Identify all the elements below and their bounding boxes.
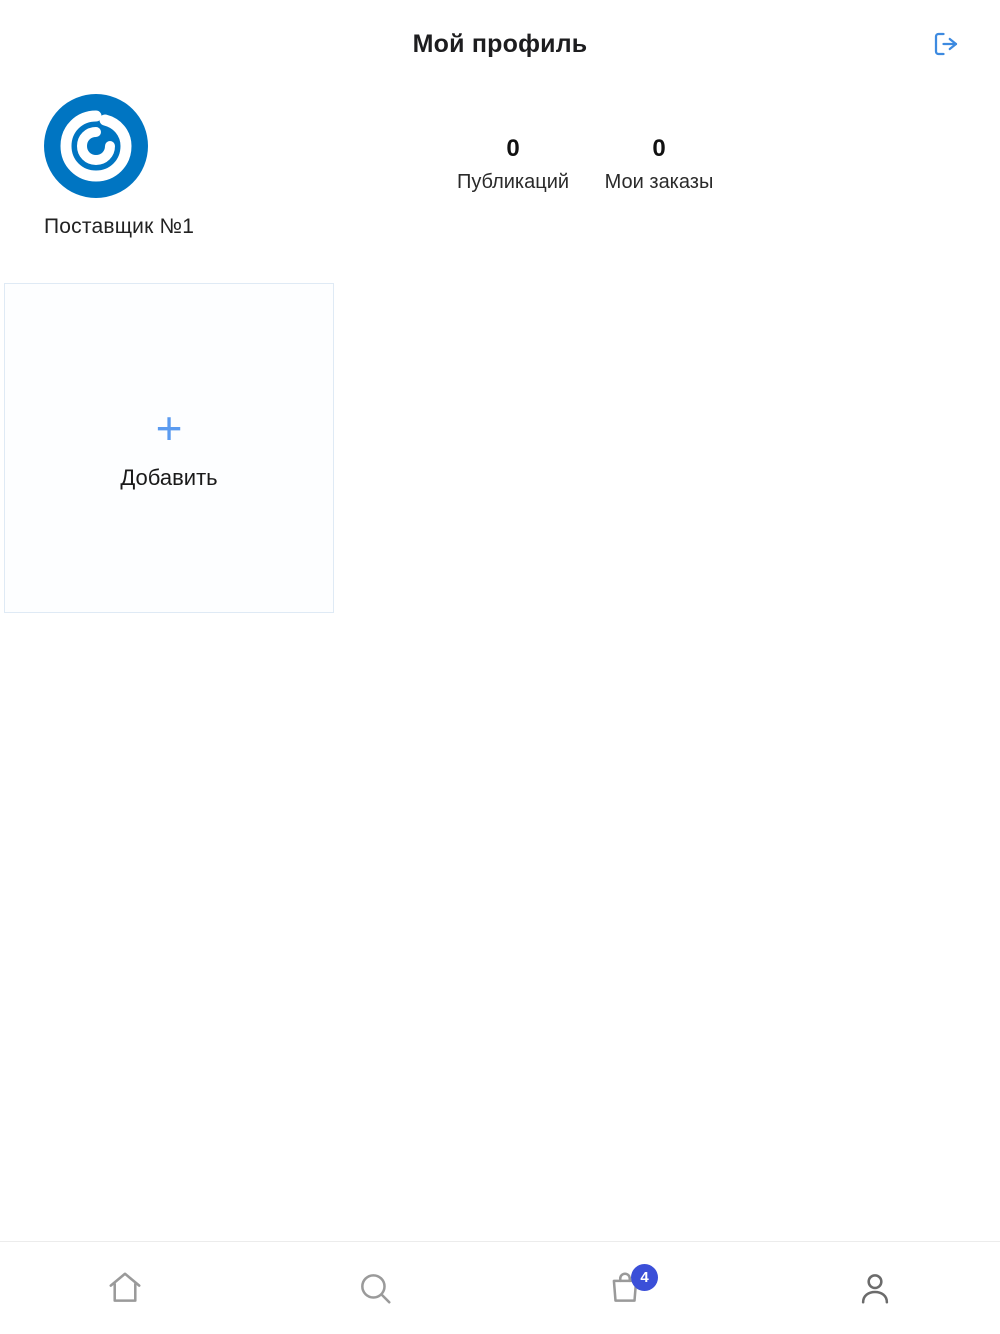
search-icon [356, 1269, 394, 1307]
add-publication-card[interactable] [4, 283, 334, 613]
stat-publications-label: Публикаций [456, 171, 570, 193]
nav-item-profile[interactable] [750, 1242, 1000, 1334]
stat-orders-value: 0 [652, 135, 666, 162]
bottom-navigation [0, 1241, 1000, 1334]
supplier-avatar-logo-icon [57, 107, 135, 185]
nav-item-home[interactable] [0, 1242, 250, 1334]
stat-publications[interactable] [440, 134, 586, 194]
profile-stats [440, 88, 732, 194]
cart-badge: 4 [631, 1264, 658, 1291]
stat-orders[interactable] [586, 134, 732, 194]
home-icon [106, 1269, 144, 1307]
profile-summary [0, 88, 1000, 239]
page-title: Мой профиль [412, 29, 588, 58]
logout-button[interactable] [926, 24, 966, 64]
nav-item-search[interactable] [250, 1242, 500, 1334]
plus-icon: + [155, 402, 183, 454]
stat-orders-label: Мои заказы [604, 171, 714, 193]
person-icon [856, 1269, 894, 1307]
avatar[interactable] [44, 94, 148, 198]
stat-publications-value: 0 [506, 135, 520, 162]
nav-item-cart[interactable] [500, 1242, 750, 1334]
profile-name: Поставщик №1 [44, 215, 195, 238]
publications-grid [0, 283, 1000, 613]
add-publication-label: Добавить [120, 465, 218, 490]
profile-identity [0, 88, 345, 239]
page-header [0, 0, 1000, 88]
logout-icon [931, 29, 961, 59]
